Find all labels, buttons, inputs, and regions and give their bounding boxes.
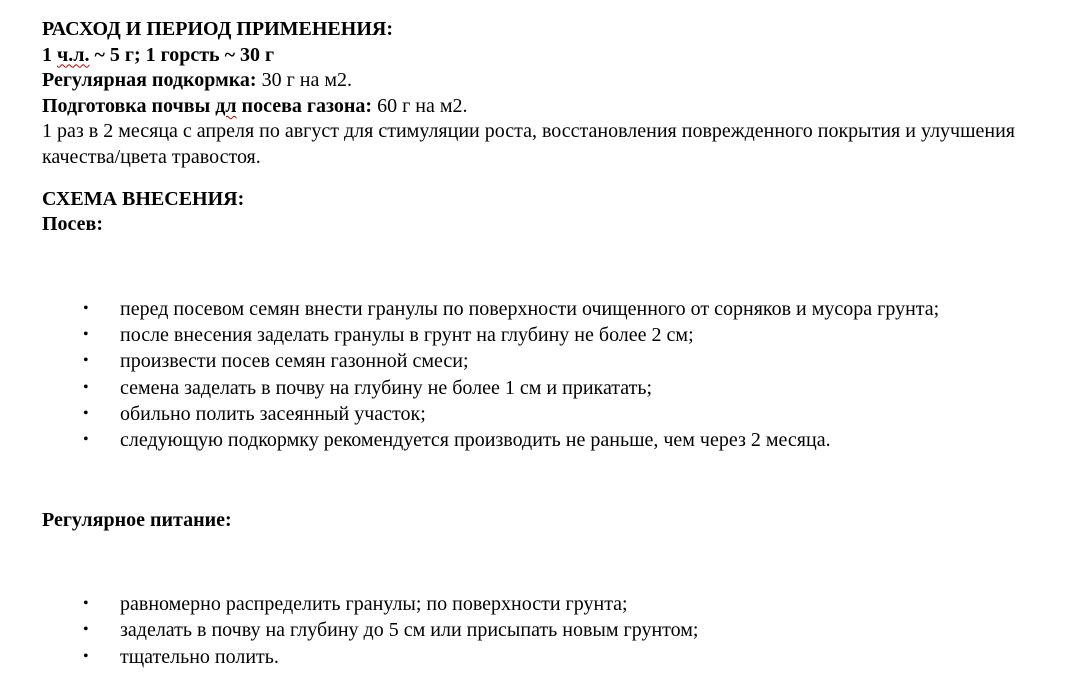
list-item-text: равномерно распределить гранулы; по поверхности грунта;: [120, 593, 628, 616]
bullet-icon: •: [83, 431, 89, 449]
soil-prep-rate-line: [42, 94, 1052, 120]
soil-prep-label-part-2: дл: [215, 94, 237, 117]
bullet-icon: •: [83, 647, 89, 665]
sowing-bullet-list: [42, 296, 1052, 454]
list-item: [42, 322, 1052, 348]
spacer: [42, 533, 1052, 591]
regular-feeding-rate-line: [42, 68, 1052, 94]
dosage-part-1: 1: [42, 43, 57, 66]
regular-feeding-rate-label: Регулярная подкормка:: [42, 69, 257, 92]
sowing-subheading: Посев:: [42, 213, 104, 236]
bullet-icon: •: [83, 621, 89, 639]
bullet-icon: •: [83, 378, 89, 396]
document-page: [42, 17, 1052, 670]
application-period-paragraph: 1 раз в 2 месяца с апреля по август для стимуляции роста, восстановления поврежденного покрытия и улучшения качества/цвета травостоя.: [42, 120, 1015, 168]
list-item: [42, 375, 1052, 401]
list-item-text: обильно полить засеянный участок;: [120, 402, 426, 425]
bullet-icon: •: [83, 352, 89, 370]
list-item-text: после внесения заделать гранулы в грунт на глубину не более 2 см;: [120, 324, 694, 347]
regular-feeding-rate-value: 30 г на м2.: [256, 69, 353, 92]
list-item: [42, 348, 1052, 374]
section-heading-scheme: СХЕМА ВНЕСЕНИЯ:: [42, 187, 245, 210]
list-item: [42, 401, 1052, 427]
spacer: [42, 171, 1052, 187]
bullet-icon: •: [83, 595, 89, 613]
list-item-text: тщательно полить.: [120, 645, 279, 668]
bullet-icon: •: [83, 299, 89, 317]
spacer: [42, 454, 1052, 508]
list-item: [42, 296, 1052, 322]
spacer: [42, 238, 1052, 296]
list-item: [42, 617, 1052, 643]
list-item-text: семена заделать в почву на глубину не более 1 см и прикатать;: [120, 376, 653, 399]
dosage-part-3: ~ 5 г; 1 горсть ~ 30 г: [89, 43, 275, 66]
soil-prep-label-part-1: Подготовка почвы: [42, 94, 216, 117]
section-heading-consumption: РАСХОД И ПЕРИОД ПРИМЕНЕНИЯ:: [42, 18, 393, 40]
list-item: [42, 644, 1052, 670]
bullet-icon: •: [83, 326, 89, 344]
list-item-text: перед посевом семян внести гранулы по поверхности очищенного от сорняков и мусора грунта;: [120, 297, 940, 320]
bullet-icon: •: [83, 404, 89, 422]
dosage-teaspoon-abbr: ч.л.: [57, 43, 90, 66]
regular-feeding-bullet-list: [42, 591, 1052, 670]
regular-feeding-subheading: Регулярное питание:: [42, 508, 232, 531]
list-item-text: следующую подкормку рекомендуется производить не раньше, чем через 2 месяца.: [120, 429, 831, 452]
list-item: [42, 591, 1052, 617]
dosage-line: [42, 43, 1052, 69]
soil-prep-label-part-3: посева газона:: [236, 94, 373, 117]
list-item: [42, 427, 1052, 453]
list-item-text: заделать в почву на глубину до 5 см или присыпать новым грунтом;: [120, 619, 699, 642]
soil-prep-rate-value: 60 г на м2.: [372, 94, 468, 117]
list-item-text: произвести посев семян газонной смеси;: [120, 350, 469, 373]
